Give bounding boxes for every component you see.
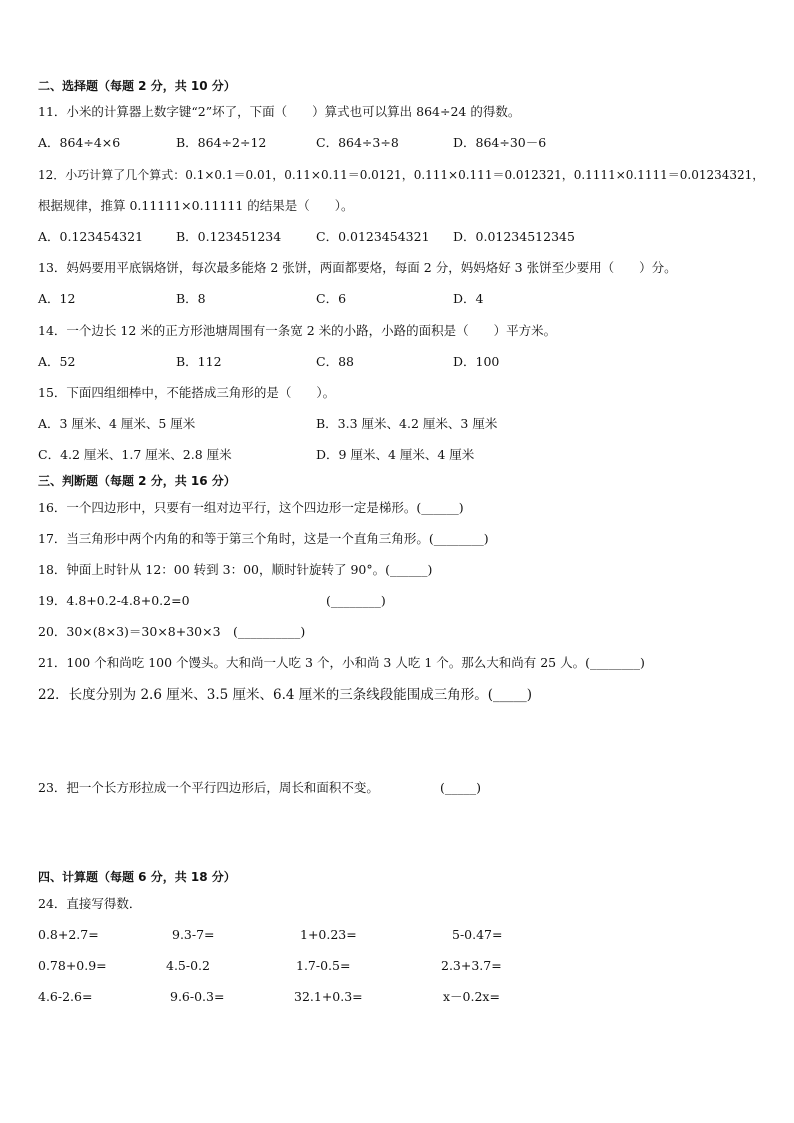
calc-item: 2.3+3.7= <box>441 958 502 973</box>
q12-option-d: D．0.01234512345 <box>453 229 575 244</box>
calc-item: 32.1+0.3= <box>294 989 363 1004</box>
q11-option-a: A．864÷4×6 <box>38 135 121 150</box>
q15-option-b: B．3.3 厘米、4.2 厘米、3 厘米 <box>316 416 498 431</box>
question-23: 23．把一个长方形拉成一个平行四边形后，周长和面积不变。 <box>38 780 379 795</box>
question-23-answer-blank[interactable]: (_____) <box>440 780 482 795</box>
question-19-answer-blank[interactable]: (________) <box>326 593 386 608</box>
q11-option-c: C．864÷3÷8 <box>316 135 399 150</box>
question-12-line1: 12．小巧计算了几个算式：0.1×0.1＝0.01，0.11×0.11＝0.0121，0.111×0.111＝0.012321，0.1111×0.1111＝0.01234321， <box>38 168 765 182</box>
calc-item: 4.6-2.6= <box>38 989 93 1004</box>
question-22: 22．长度分别为 2.6 厘米、3.5 厘米、6.4 厘米的三条线段能围成三角形。(_____) <box>38 687 533 703</box>
question-14: 14．一个边长 12 米的正方形池塘周围有一条宽 2 米的小路，小路的面积是（ ）平方米。 <box>38 323 557 338</box>
q12-option-c: C．0.0123454321 <box>316 229 430 244</box>
q13-option-d: D．4 <box>453 291 484 306</box>
question-21: 21．100 个和尚吃 100 个馒头。大和尚一人吃 3 个，小和尚 3 人吃 1 个。那么大和尚有 25 人。(________) <box>38 655 645 670</box>
question-13: 13．妈妈要用平底锅烙饼，每次最多能烙 2 张饼，两面都要烙，每面 2 分，妈妈烙好 3 张饼至少要用（ ）分。 <box>38 260 677 275</box>
q15-option-d: D．9 厘米、4 厘米、4 厘米 <box>316 447 475 462</box>
calc-item: 0.8+2.7= <box>38 927 99 942</box>
section-judge-heading: 三、判断题（每题 2 分，共 16 分） <box>38 474 236 488</box>
section-calc-heading: 四、计算题（每题 6 分，共 18 分） <box>38 870 236 884</box>
question-19: 19．4.8+0.2-4.8+0.2=0 <box>38 593 190 608</box>
q14-option-a: A．52 <box>38 354 76 369</box>
calc-item: 4.5-0.2 <box>166 958 210 973</box>
q12-option-a: A．0.123454321 <box>38 229 144 244</box>
q13-option-c: C．6 <box>316 291 347 306</box>
q14-option-d: D．100 <box>453 354 500 369</box>
question-11: 11．小米的计算器上数字键“2”坏了，下面（ ）算式也可以算出 864÷24 的得数。 <box>38 104 521 119</box>
q12-option-b: B．0.123451234 <box>176 229 282 244</box>
calc-item: 0.78+0.9= <box>38 958 107 973</box>
calc-item: 9.3-7= <box>172 927 215 942</box>
question-17: 17．当三角形中两个内角的和等于第三个角时，这是一个直角三角形。(________) <box>38 531 489 546</box>
calc-item: 5-0.47= <box>452 927 503 942</box>
q15-option-c: C．4.2 厘米、1.7 厘米、2.8 厘米 <box>38 447 232 462</box>
question-24: 24．直接写得数． <box>38 896 142 911</box>
q11-option-b: B．864÷2÷12 <box>176 135 267 150</box>
calc-item: 1+0.23= <box>300 927 357 942</box>
q13-option-a: A．12 <box>38 291 76 306</box>
calc-item: 1.7-0.5= <box>296 958 351 973</box>
q14-option-c: C．88 <box>316 354 354 369</box>
question-12-line2: 根据规律，推算 0.11111×0.11111 的结果是（ ）。 <box>38 198 354 213</box>
q15-option-a: A．3 厘米、4 厘米、5 厘米 <box>38 416 196 431</box>
q13-option-b: B．8 <box>176 291 206 306</box>
question-20: 20．30×(8×3)＝30×8+30×3 (__________) <box>38 624 306 639</box>
question-15: 15．下面四组细棒中，不能搭成三角形的是（ ）。 <box>38 385 336 400</box>
question-16: 16．一个四边形中，只要有一组对边平行，这个四边形一定是梯形。(______) <box>38 500 464 515</box>
question-18: 18．钟面上时针从 12：00 转到 3：00，顺时针旋转了 90°。(______) <box>38 562 433 577</box>
q11-option-d: D．864÷30－6 <box>453 135 547 150</box>
calc-item: x－0.2x= <box>443 989 500 1004</box>
q14-option-b: B．112 <box>176 354 222 369</box>
calc-item: 9.6-0.3= <box>170 989 225 1004</box>
section-choice-heading: 二、选择题（每题 2 分，共 10 分） <box>38 79 236 93</box>
